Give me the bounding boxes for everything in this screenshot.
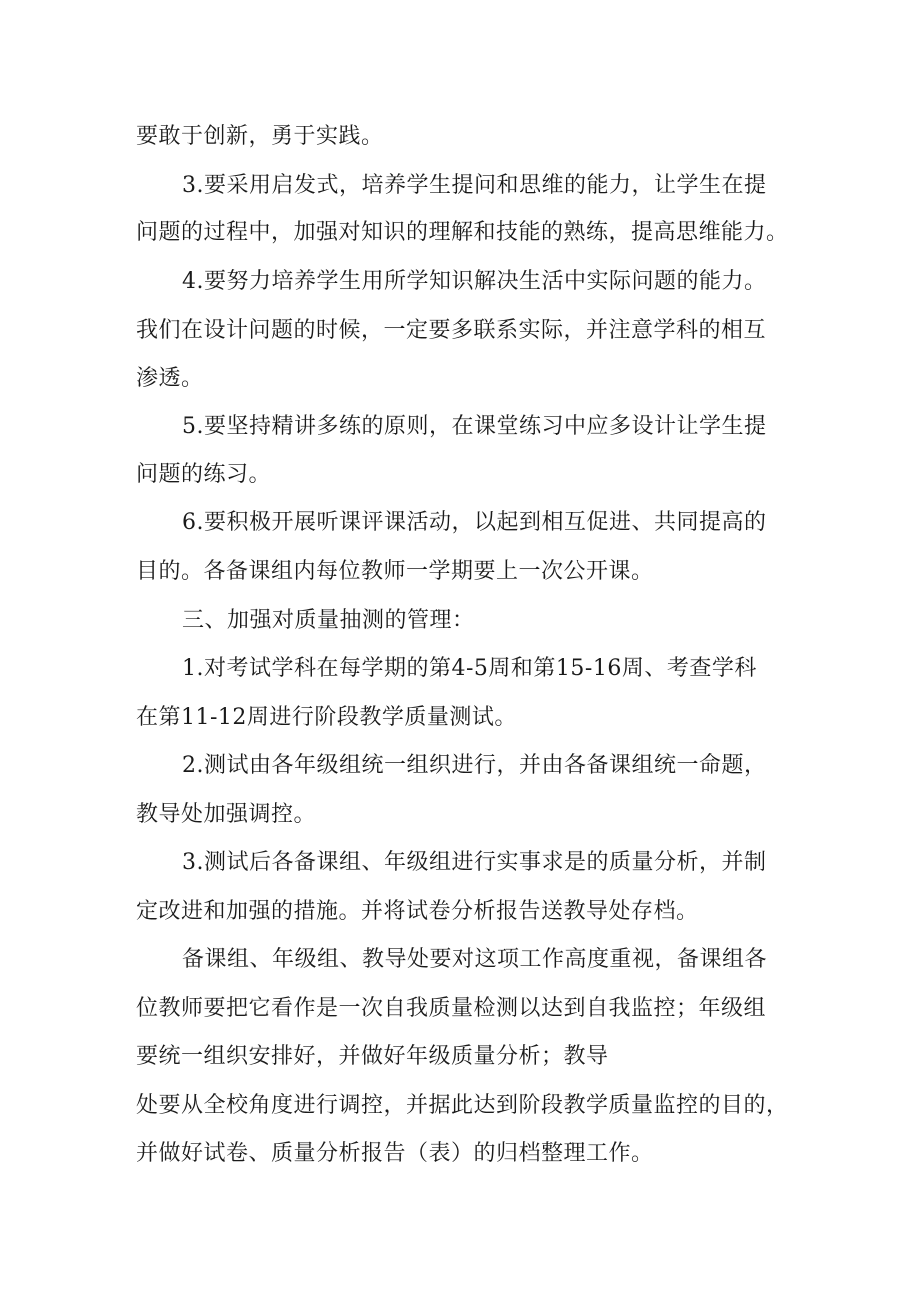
text-line: 2.测试由各年级组统一组织进行，并由各备课组统一命题， — [182, 753, 767, 778]
text-line: 备课组、年级组、教导处要对这项工作高度重视，备课组各 — [182, 947, 768, 972]
text-line: 教导处加强调控。 — [136, 802, 317, 827]
text-line: 4.要努力培养学生用所学知识解决生活中实际问题的能力。 — [182, 269, 767, 294]
text-line: 1.对考试学科在每学期的第4-5周和第15-16周、考查学科 — [182, 656, 757, 681]
text-line: 渗透。 — [136, 366, 204, 391]
text-line: 我们在设计问题的时候，一定要多联系实际，并注意学科的相互 — [136, 318, 767, 343]
text-line: 要敢于创新，勇于实践。 — [136, 124, 384, 149]
text-line: 处要从全校角度进行调控，并据此达到阶段教学质量监控的目的， — [136, 1093, 789, 1118]
text-line: 3.测试后各备课组、年级组进行实事求是的质量分析，并制 — [182, 850, 767, 875]
text-line: 5.要坚持精讲多练的原则，在课堂练习中应多设计让学生提 — [182, 414, 767, 439]
text-line: 定改进和加强的措施。并将试卷分析报告送教导处存档。 — [136, 899, 699, 924]
text-line: 问题的过程中，加强对知识的理解和技能的熟练，提高思维能力。 — [136, 220, 789, 245]
section-heading: 三、加强对质量抽测的管理： — [182, 608, 475, 633]
text-line: 并做好试卷、质量分析报告（表）的归档整理工作。 — [136, 1141, 654, 1166]
text-line: 在第11-12周进行阶段教学质量测试。 — [136, 705, 517, 730]
text-line: 目的。各备课组内每位教师一学期要上一次公开课。 — [136, 559, 654, 584]
text-line: 6.要积极开展听课评课活动，以起到相互促进、共同提高的 — [182, 510, 767, 535]
text-line: 3.要采用启发式，培养学生提问和思维的能力，让学生在提 — [182, 173, 767, 198]
text-line: 位教师要把它看作是一次自我质量检测以达到自我监控；年级组 — [136, 996, 767, 1021]
text-line: 要统一组织安排好，并做好年级质量分析；教导 — [136, 1044, 609, 1069]
text-line: 问题的练习。 — [136, 462, 272, 487]
